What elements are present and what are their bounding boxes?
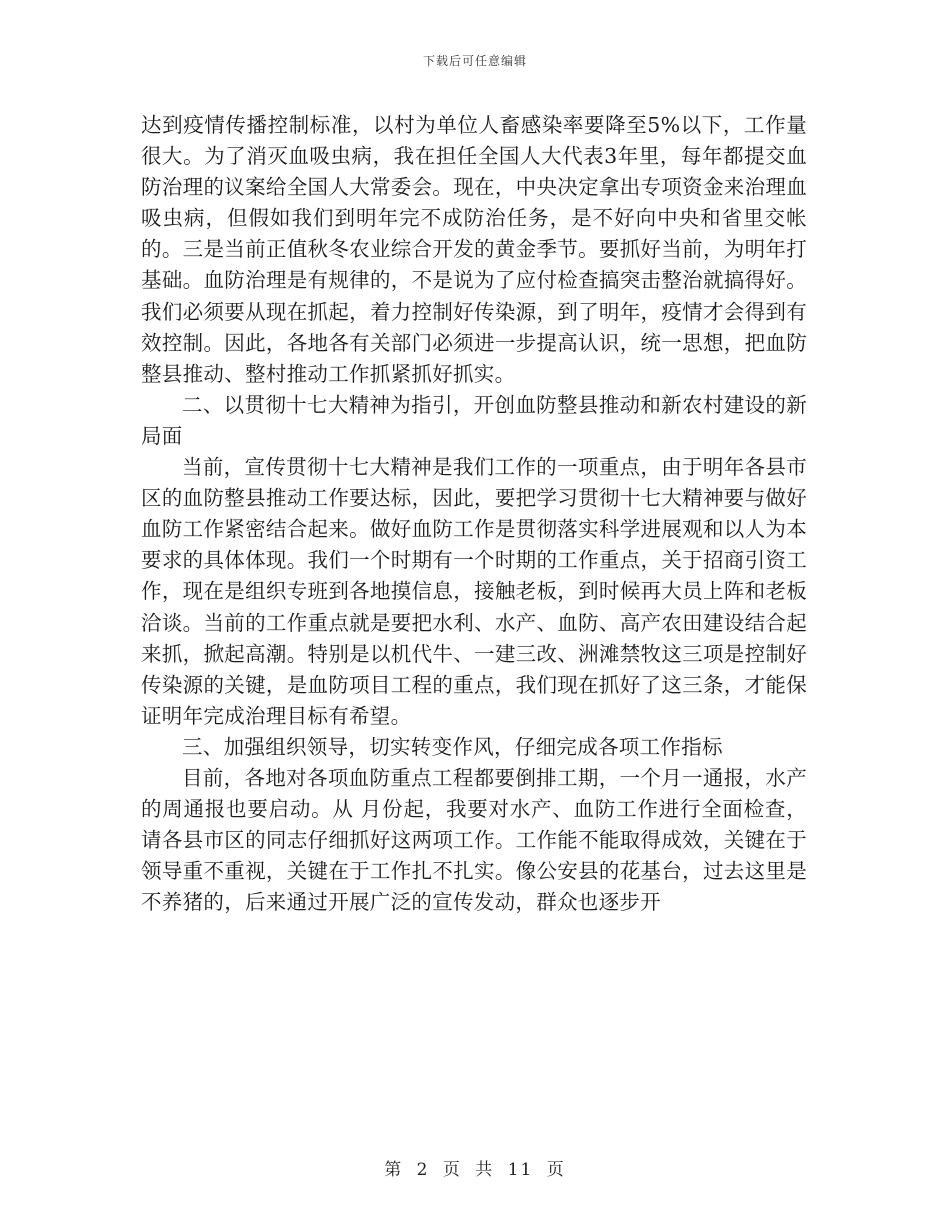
paragraph-3: 目前，各地对各项血防重点工程都要倒排工期，一个月一通报，水产的周通报也要启动。从 月份起，我要对水产、血防工作进行全面检查，请各县市区的同志仔细抓好这两项工作。工作能不能取得成效，关键在于领导重不重视，关键在于工作扎不扎实。像公安县的花基台，过去这里是不养猪的，后来通过开展广泛的宣传发动，群众也逐步开 — [141, 765, 807, 915]
paragraph-2: 当前，宣传贯彻十七大精神是我们工作的一项重点，由于明年各县市区的血防整县推动工作要达标，因此，要把学习贯彻十七大精神要与做好血防工作紧密结合起来。做好血防工作是贯彻落实科学进展观和以人为本要求的具体体现。我们一个时期有一个时期的工作重点，关于招商引资工作，现在是组织专班到各地摸信息，接触老板，到时候再大员上阵和老板洽谈。当前的工作重点就是要把水利、水产、血防、高产农田建设结合起来抓，掀起高潮。特别是以机代牛、一建三改、洲滩禁牧这三项是控制好传染源的关键，是血防项目工程的重点，我们现在抓好了这三条，才能保证明年完成治理目标有希望。 — [141, 455, 807, 728]
paragraph-1: 达到疫情传播控制标准，以村为单位人畜感染率要降至5%以下，工作量很大。为了消灭血吸虫病，我在担任全国人大代表3年里，每年都提交血防治理的议案给全国人大常委会。现在，中央决定拿出专项资金来治理血吸虫病，但假如我们到明年完不成防治任务，是不好向中央和省里交帐的。三是当前正值秋冬农业综合开发的黄金季节。要抓好当前，为明年打基础。血防治理是有规律的，不是说为了应付检查搞突击整治就搞得好。我们必须要从现在抓起，着力控制好传染源，到了明年，疫情才会得到有效控制。因此，各地各有关部门必须进一步提高认识，统一思想，把血防整县推动、整村推动工作抓紧抓好抓实。 — [141, 113, 807, 386]
page-footer: 第 2 页 共 11 页 — [384, 1160, 566, 1180]
document-body — [141, 110, 807, 918]
page-header: 下载后可任意编辑 — [422, 54, 527, 68]
section-heading-2: 二、以贯彻十七大精神为指引，开创血防整县推动和新农村建设的新局面 — [141, 392, 807, 448]
section-heading-3: 三、加强组织领导，切实转变作风，仔细完成各项工作指标 — [182, 734, 723, 759]
